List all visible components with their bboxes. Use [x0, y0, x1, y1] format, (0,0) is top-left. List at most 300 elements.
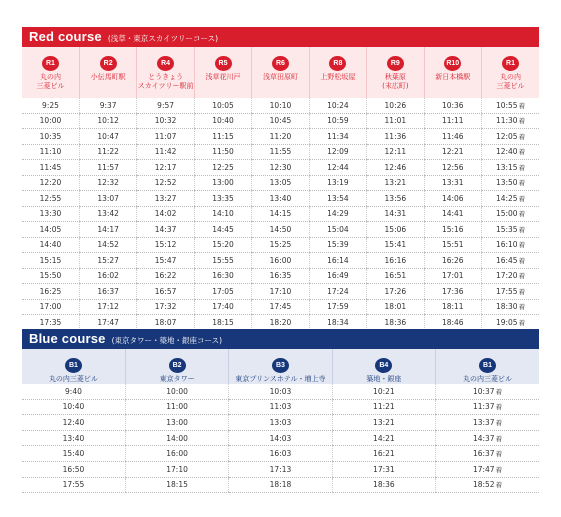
- stop-header-r4: [137, 47, 194, 98]
- stop-code-badge: B1: [65, 358, 82, 373]
- arrival-mark: 着: [518, 272, 526, 281]
- time-value: 17:55: [62, 480, 85, 490]
- table-row: [22, 191, 539, 207]
- table-row: [22, 253, 539, 269]
- time-cell: [137, 222, 194, 238]
- table-row: [22, 268, 539, 284]
- blue-course-title: Blue course: [29, 331, 106, 346]
- time-value: 17:10: [269, 286, 292, 296]
- time-value: 12:17: [154, 162, 177, 172]
- time-cell: [482, 160, 540, 176]
- time-cell: [252, 284, 309, 300]
- time-cell: [79, 144, 136, 160]
- time-cell: [332, 384, 435, 399]
- time-value: 15:41: [384, 240, 407, 250]
- time-value: 9:40: [65, 386, 82, 396]
- time-value: 14:50: [269, 224, 292, 234]
- stop-code-badge: B4: [375, 358, 392, 373]
- time-cell: [424, 98, 481, 113]
- time-cell: [194, 206, 251, 222]
- time-value: 18:20: [269, 317, 292, 327]
- time-cell: [137, 191, 194, 207]
- time-cell: [22, 98, 79, 113]
- time-value: 12:20: [39, 178, 62, 188]
- time-cell: [79, 175, 136, 191]
- time-value: 12:46: [384, 162, 407, 172]
- time-value: 18:11: [441, 302, 464, 312]
- time-value: 10:24: [327, 100, 349, 110]
- time-value: 13:30: [39, 209, 62, 219]
- time-value: 19:05: [495, 317, 518, 327]
- time-value: 10:32: [154, 116, 177, 126]
- time-cell: [229, 384, 332, 399]
- time-value: 15:00: [495, 209, 518, 219]
- time-value: 14:31: [384, 209, 407, 219]
- time-cell: [125, 399, 228, 415]
- time-cell: [367, 253, 424, 269]
- time-value: 13:56: [384, 193, 407, 203]
- time-value: 11:34: [327, 131, 349, 141]
- time-cell: [367, 113, 424, 129]
- time-value: 11:03: [269, 402, 292, 412]
- time-cell: [436, 446, 539, 462]
- table-row: [22, 175, 539, 191]
- arrival-mark: 着: [495, 434, 503, 443]
- time-value: 14:40: [39, 240, 62, 250]
- time-cell: [252, 299, 309, 315]
- time-value: 11:00: [166, 402, 188, 412]
- time-value: 16:10: [495, 240, 518, 250]
- time-cell: [482, 284, 540, 300]
- time-value: 15:20: [212, 240, 234, 250]
- time-value: 15:25: [269, 240, 292, 250]
- time-cell: [137, 175, 194, 191]
- time-cell: [79, 299, 136, 315]
- time-cell: [137, 315, 194, 331]
- time-cell: [309, 98, 366, 113]
- time-value: 16:50: [62, 464, 85, 474]
- time-cell: [22, 237, 79, 253]
- time-cell: [436, 384, 539, 399]
- time-cell: [194, 268, 251, 284]
- time-value: 15:39: [327, 240, 349, 250]
- time-value: 9:57: [157, 100, 175, 110]
- time-cell: [79, 160, 136, 176]
- time-cell: [482, 206, 540, 222]
- time-cell: [482, 144, 540, 160]
- time-value: 17:47: [97, 317, 119, 327]
- time-cell: [22, 461, 125, 477]
- time-cell: [194, 237, 251, 253]
- time-value: 10:55: [495, 100, 518, 110]
- time-cell: [22, 144, 79, 160]
- time-cell: [482, 98, 540, 113]
- stop-name: 丸の内三菱ビル: [48, 375, 98, 383]
- time-value: 10:00: [39, 116, 62, 126]
- time-cell: [22, 268, 79, 284]
- time-cell: [424, 299, 481, 315]
- time-value: 10:12: [97, 116, 119, 126]
- arrival-mark: 着: [518, 148, 526, 157]
- stop-header-b1: [22, 349, 125, 384]
- arrival-mark: 着: [518, 303, 526, 312]
- time-value: 16:51: [384, 271, 407, 281]
- time-value: 15:16: [441, 224, 464, 234]
- table-row: [22, 446, 539, 462]
- time-value: 17:40: [212, 302, 234, 312]
- time-value: 17:01: [441, 271, 464, 281]
- time-cell: [194, 160, 251, 176]
- time-cell: [436, 399, 539, 415]
- time-value: 14:03: [269, 433, 292, 443]
- time-value: 13:21: [384, 178, 407, 188]
- stop-header-b3: [229, 349, 332, 384]
- stop-header-r8: [309, 47, 366, 98]
- time-value: 11:21: [373, 402, 395, 412]
- time-value: 17:00: [39, 302, 62, 312]
- time-cell: [367, 191, 424, 207]
- time-cell: [424, 222, 481, 238]
- time-value: 15:04: [327, 224, 349, 234]
- table-row: [22, 144, 539, 160]
- time-cell: [424, 129, 481, 145]
- stop-code-badge: B2: [169, 358, 186, 373]
- time-value: 15:55: [212, 255, 234, 265]
- time-cell: [482, 191, 540, 207]
- time-value: 11:22: [97, 147, 119, 157]
- time-cell: [79, 268, 136, 284]
- stop-code-badge: R1: [42, 56, 59, 71]
- blue-course-table: [22, 349, 539, 493]
- time-cell: [424, 284, 481, 300]
- time-value: 17:20: [495, 271, 518, 281]
- time-cell: [22, 191, 79, 207]
- arrival-mark: 着: [518, 163, 526, 172]
- time-cell: [125, 446, 228, 462]
- time-value: 17:36: [441, 286, 464, 296]
- time-value: 10:37: [472, 386, 495, 396]
- time-cell: [309, 113, 366, 129]
- time-cell: [194, 222, 251, 238]
- time-cell: [482, 268, 540, 284]
- stop-header-r5: [194, 47, 251, 98]
- time-value: 13:07: [97, 193, 119, 203]
- time-value: 11:57: [97, 162, 119, 172]
- stop-name: 浅草花川戸: [205, 73, 241, 81]
- time-cell: [22, 206, 79, 222]
- time-cell: [424, 191, 481, 207]
- stop-code-badge: B3: [272, 358, 289, 373]
- stop-header-r1: [482, 47, 540, 98]
- time-cell: [424, 144, 481, 160]
- time-value: 14:29: [327, 209, 349, 219]
- time-value: 12:56: [441, 162, 464, 172]
- table-row: [22, 284, 539, 300]
- time-cell: [309, 299, 366, 315]
- table-row: [22, 98, 539, 113]
- time-cell: [482, 113, 540, 129]
- time-cell: [125, 461, 228, 477]
- time-cell: [309, 315, 366, 331]
- time-value: 16:14: [327, 255, 349, 265]
- stop-name: 秋葉原 (末広町): [382, 73, 409, 90]
- time-value: 15:51: [441, 240, 464, 250]
- stop-name: 浅草田原町: [262, 73, 298, 81]
- arrival-mark: 着: [495, 481, 503, 490]
- time-value: 13:35: [212, 193, 234, 203]
- time-cell: [309, 175, 366, 191]
- time-cell: [137, 299, 194, 315]
- time-value: 13:05: [269, 178, 292, 188]
- time-value: 16:26: [441, 255, 464, 265]
- time-value: 18:46: [441, 317, 464, 327]
- time-cell: [79, 222, 136, 238]
- table-row: [22, 399, 539, 415]
- table-row: [22, 222, 539, 238]
- time-cell: [79, 315, 136, 331]
- time-cell: [137, 253, 194, 269]
- red-course-subtitle: (浅草・東京スカイツリーコース): [107, 34, 219, 43]
- time-value: 18:36: [384, 317, 407, 327]
- time-value: 13:37: [472, 417, 495, 427]
- time-value: 10:00: [166, 386, 188, 396]
- time-cell: [482, 253, 540, 269]
- time-cell: [194, 175, 251, 191]
- table-row: [22, 430, 539, 446]
- table-row: [22, 477, 539, 493]
- stop-name: とうきょう スカイツリー駅前: [137, 73, 194, 90]
- time-cell: [229, 446, 332, 462]
- time-value: 16:02: [97, 271, 119, 281]
- time-value: 10:36: [441, 100, 464, 110]
- arrival-mark: 着: [518, 256, 526, 265]
- time-cell: [252, 98, 309, 113]
- time-value: 14:17: [97, 224, 119, 234]
- time-value: 18:30: [495, 302, 518, 312]
- time-cell: [424, 175, 481, 191]
- time-value: 10:05: [212, 100, 234, 110]
- time-cell: [194, 144, 251, 160]
- time-cell: [194, 113, 251, 129]
- time-cell: [309, 206, 366, 222]
- time-value: 18:18: [269, 480, 292, 490]
- time-value: 15:50: [39, 271, 62, 281]
- stop-name: 新日本橋駅: [435, 73, 471, 81]
- time-cell: [424, 113, 481, 129]
- time-cell: [367, 175, 424, 191]
- time-cell: [482, 129, 540, 145]
- time-cell: [252, 206, 309, 222]
- time-cell: [482, 237, 540, 253]
- time-cell: [22, 299, 79, 315]
- arrival-mark: 着: [518, 117, 526, 126]
- table-row: [22, 315, 539, 331]
- time-value: 13:42: [97, 209, 119, 219]
- time-cell: [252, 237, 309, 253]
- time-value: 12:40: [495, 147, 518, 157]
- time-cell: [79, 191, 136, 207]
- stop-code-badge: R4: [157, 56, 174, 71]
- time-value: 17:24: [327, 286, 349, 296]
- arrival-mark: 着: [518, 241, 526, 250]
- time-cell: [194, 191, 251, 207]
- time-value: 15:40: [62, 449, 85, 459]
- time-cell: [332, 399, 435, 415]
- time-value: 17:26: [384, 286, 407, 296]
- time-cell: [436, 461, 539, 477]
- stop-code-badge: R8: [329, 56, 346, 71]
- time-cell: [22, 446, 125, 462]
- time-value: 10:40: [62, 402, 85, 412]
- time-cell: [79, 253, 136, 269]
- time-value: 11:15: [212, 131, 234, 141]
- time-cell: [22, 284, 79, 300]
- time-value: 10:26: [384, 100, 407, 110]
- time-value: 12:09: [327, 147, 349, 157]
- time-cell: [125, 384, 228, 399]
- time-value: 16:35: [269, 271, 292, 281]
- time-value: 17:45: [269, 302, 292, 312]
- time-value: 16:45: [495, 255, 518, 265]
- stop-name: 上野松坂屋: [320, 73, 356, 81]
- time-value: 13:50: [495, 178, 518, 188]
- time-value: 15:35: [495, 224, 518, 234]
- time-cell: [367, 268, 424, 284]
- time-value: 16:37: [472, 449, 495, 459]
- time-cell: [482, 222, 540, 238]
- time-value: 10:45: [269, 116, 292, 126]
- time-cell: [79, 113, 136, 129]
- time-cell: [436, 415, 539, 431]
- stop-header-r2: [79, 47, 136, 98]
- time-cell: [22, 175, 79, 191]
- time-value: 16:49: [327, 271, 349, 281]
- time-cell: [22, 113, 79, 129]
- time-cell: [137, 160, 194, 176]
- stop-header-r6: [252, 47, 309, 98]
- time-cell: [309, 237, 366, 253]
- time-cell: [137, 113, 194, 129]
- time-cell: [194, 315, 251, 331]
- time-value: 14:06: [441, 193, 464, 203]
- blue-course-section: [22, 329, 539, 493]
- arrival-mark: 着: [518, 194, 526, 203]
- table-row: [22, 299, 539, 315]
- table-row: [22, 206, 539, 222]
- time-cell: [194, 129, 251, 145]
- time-value: 13:03: [269, 417, 292, 427]
- stop-header-r9: [367, 47, 424, 98]
- time-value: 18:15: [166, 480, 188, 490]
- time-value: 18:15: [212, 317, 234, 327]
- time-cell: [252, 160, 309, 176]
- time-value: 16:00: [166, 449, 188, 459]
- time-cell: [137, 284, 194, 300]
- time-value: 12:52: [154, 178, 177, 188]
- time-cell: [22, 129, 79, 145]
- time-value: 12:21: [441, 147, 464, 157]
- time-value: 14:37: [472, 433, 495, 443]
- stop-header-b2: [125, 349, 228, 384]
- time-cell: [482, 299, 540, 315]
- time-value: 18:34: [327, 317, 349, 327]
- time-cell: [22, 477, 125, 493]
- arrival-mark: 着: [495, 418, 503, 427]
- time-value: 18:01: [384, 302, 407, 312]
- time-value: 13:15: [495, 162, 518, 172]
- table-row: [22, 237, 539, 253]
- red-course-section: [22, 27, 539, 331]
- time-cell: [252, 268, 309, 284]
- stop-name: 築地・銀座: [366, 375, 402, 383]
- stop-name: 丸の内 三菱ビル: [496, 73, 525, 90]
- time-value: 13:21: [373, 417, 395, 427]
- time-cell: [309, 129, 366, 145]
- red-course-table: [22, 47, 539, 331]
- time-value: 13:27: [154, 193, 177, 203]
- time-cell: [229, 477, 332, 493]
- red-course-title: Red course: [29, 29, 102, 44]
- time-cell: [252, 222, 309, 238]
- time-value: 11:36: [384, 131, 407, 141]
- time-cell: [332, 446, 435, 462]
- time-cell: [309, 160, 366, 176]
- time-value: 15:06: [384, 224, 407, 234]
- time-cell: [332, 477, 435, 493]
- time-value: 18:36: [373, 480, 395, 490]
- time-value: 11:37: [472, 402, 495, 412]
- time-cell: [252, 129, 309, 145]
- time-cell: [22, 222, 79, 238]
- time-cell: [332, 430, 435, 446]
- time-cell: [229, 399, 332, 415]
- time-cell: [424, 253, 481, 269]
- time-cell: [367, 237, 424, 253]
- arrival-mark: 着: [495, 465, 503, 474]
- time-cell: [79, 284, 136, 300]
- time-value: 12:55: [39, 193, 62, 203]
- time-value: 10:35: [39, 131, 62, 141]
- stop-name: 丸の内 三菱ビル: [36, 73, 65, 90]
- time-value: 11:50: [212, 147, 234, 157]
- stop-code-badge: B1: [479, 358, 496, 373]
- time-value: 12:25: [212, 162, 234, 172]
- time-value: 17:05: [212, 286, 234, 296]
- time-value: 15:15: [39, 255, 62, 265]
- time-value: 17:12: [97, 302, 119, 312]
- stop-header-b4: [332, 349, 435, 384]
- time-cell: [367, 160, 424, 176]
- time-value: 16:37: [97, 286, 119, 296]
- time-cell: [22, 399, 125, 415]
- time-value: 11:11: [441, 116, 464, 126]
- time-cell: [309, 144, 366, 160]
- time-cell: [309, 191, 366, 207]
- time-cell: [22, 430, 125, 446]
- time-cell: [367, 144, 424, 160]
- time-cell: [367, 284, 424, 300]
- time-cell: [332, 461, 435, 477]
- time-cell: [367, 222, 424, 238]
- time-cell: [424, 237, 481, 253]
- stop-code-badge: R6: [272, 56, 289, 71]
- time-cell: [194, 299, 251, 315]
- time-value: 11:07: [154, 131, 177, 141]
- time-cell: [424, 206, 481, 222]
- time-cell: [229, 430, 332, 446]
- time-cell: [194, 253, 251, 269]
- red-course-header: [22, 27, 539, 47]
